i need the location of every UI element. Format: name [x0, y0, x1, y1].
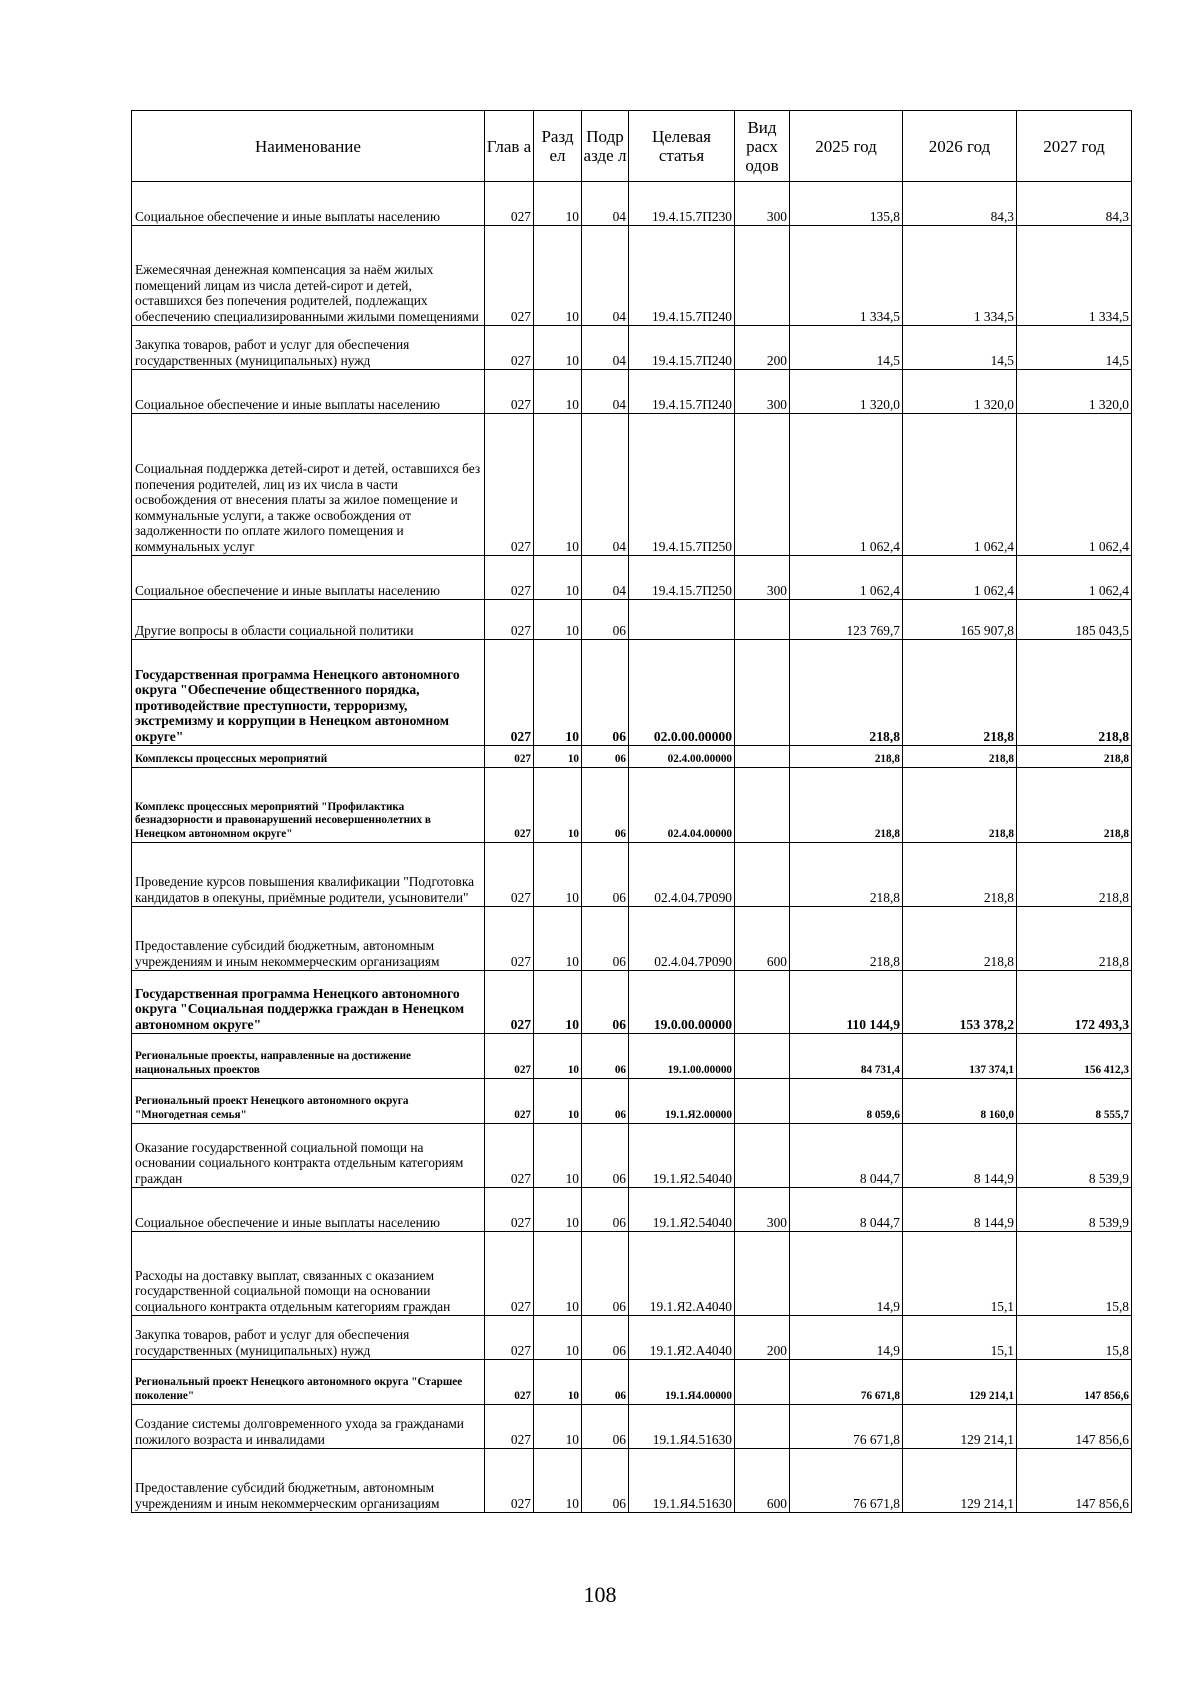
row-target: 19.1.Я2.А4040 — [629, 1232, 735, 1316]
table-row — [132, 556, 1132, 600]
row-value-2027: 218,8 — [1017, 843, 1132, 907]
row-type — [735, 768, 790, 843]
row-value-2027: 1 062,4 — [1017, 414, 1132, 556]
row-target: 19.4.15.7П250 — [629, 556, 735, 600]
table-row — [132, 1316, 1132, 1360]
row-name: Социальное обеспечение и иные выплаты населению — [132, 1188, 485, 1232]
row-chapter: 027 — [485, 1360, 534, 1405]
row-target: 19.4.15.7П230 — [629, 182, 735, 226]
row-subsection: 06 — [582, 1188, 629, 1232]
row-value-2027: 8 539,9 — [1017, 1124, 1132, 1188]
row-section: 10 — [534, 1449, 582, 1513]
row-value-2026: 218,8 — [903, 640, 1017, 746]
header-target: Целевая статья — [629, 111, 735, 182]
table-row — [132, 226, 1132, 326]
row-value-2025: 84 731,4 — [790, 1034, 903, 1079]
row-subsection: 06 — [582, 1360, 629, 1405]
row-chapter: 027 — [485, 971, 534, 1034]
row-value-2026: 165 907,8 — [903, 600, 1017, 640]
row-subsection: 06 — [582, 1449, 629, 1513]
row-chapter: 027 — [485, 1232, 534, 1316]
row-subsection: 06 — [582, 971, 629, 1034]
row-type — [735, 843, 790, 907]
row-type: 600 — [735, 907, 790, 971]
row-value-2026: 8 144,9 — [903, 1188, 1017, 1232]
row-type: 300 — [735, 556, 790, 600]
row-value-2025: 14,9 — [790, 1232, 903, 1316]
header-type: Вид расх одов — [735, 111, 790, 182]
row-section: 10 — [534, 843, 582, 907]
row-value-2025: 8 044,7 — [790, 1188, 903, 1232]
row-value-2025: 218,8 — [790, 907, 903, 971]
row-section: 10 — [534, 600, 582, 640]
row-section: 10 — [534, 414, 582, 556]
row-section: 10 — [534, 907, 582, 971]
row-value-2027: 172 493,3 — [1017, 971, 1132, 1034]
row-value-2027: 156 412,3 — [1017, 1034, 1132, 1079]
row-value-2026: 153 378,2 — [903, 971, 1017, 1034]
row-subsection: 06 — [582, 907, 629, 971]
budget-table — [131, 110, 1132, 1513]
row-type: 600 — [735, 1449, 790, 1513]
row-value-2027: 218,8 — [1017, 746, 1132, 768]
row-name: Социальная поддержка детей-сирот и детей, оставшихся без попечения родителей, лиц из их числа в части освобождения от внесения платы за жилое помещение и коммунальные услуги, а также освобождения от задолженности по оплате жилого помещения и коммунальных услуг — [132, 414, 485, 556]
row-value-2026: 218,8 — [903, 907, 1017, 971]
row-value-2025: 110 144,9 — [790, 971, 903, 1034]
row-chapter: 027 — [485, 1449, 534, 1513]
row-type: 200 — [735, 326, 790, 370]
row-name: Закупка товаров, работ и услуг для обеспечения государственных (муниципальных) нужд — [132, 1316, 485, 1360]
row-value-2026: 218,8 — [903, 746, 1017, 768]
row-type — [735, 414, 790, 556]
row-target: 02.4.04.00000 — [629, 768, 735, 843]
row-name: Оказание государственной социальной помощи на основании социального контракта отдельным категориям граждан — [132, 1124, 485, 1188]
row-name: Региональный проект Ненецкого автономного округа "Старшее поколение" — [132, 1360, 485, 1405]
row-name: Государственная программа Ненецкого автономного округа "Социальная поддержка граждан в Ненецком автономном округе" — [132, 971, 485, 1034]
header-2027: 2027 год — [1017, 111, 1132, 182]
row-chapter: 027 — [485, 907, 534, 971]
row-value-2026: 1 334,5 — [903, 226, 1017, 326]
row-type: 300 — [735, 370, 790, 414]
row-value-2025: 76 671,8 — [790, 1405, 903, 1449]
row-chapter: 027 — [485, 1316, 534, 1360]
row-chapter: 027 — [485, 746, 534, 768]
row-section: 10 — [534, 1405, 582, 1449]
table-row — [132, 843, 1132, 907]
row-type — [735, 1232, 790, 1316]
table-row — [132, 1079, 1132, 1124]
row-subsection: 04 — [582, 226, 629, 326]
row-value-2026: 1 062,4 — [903, 556, 1017, 600]
row-chapter: 027 — [485, 414, 534, 556]
row-type — [735, 226, 790, 326]
table-row — [132, 1360, 1132, 1405]
row-subsection: 06 — [582, 746, 629, 768]
row-value-2026: 15,1 — [903, 1316, 1017, 1360]
row-section: 10 — [534, 768, 582, 843]
row-value-2025: 14,5 — [790, 326, 903, 370]
row-subsection: 04 — [582, 326, 629, 370]
row-subsection: 06 — [582, 1405, 629, 1449]
row-value-2026: 84,3 — [903, 182, 1017, 226]
row-target: 19.1.Я4.00000 — [629, 1360, 735, 1405]
row-chapter: 027 — [485, 1188, 534, 1232]
row-target — [629, 600, 735, 640]
row-value-2026: 129 214,1 — [903, 1449, 1017, 1513]
row-value-2026: 218,8 — [903, 843, 1017, 907]
row-type — [735, 1124, 790, 1188]
row-chapter: 027 — [485, 1124, 534, 1188]
row-value-2026: 8 144,9 — [903, 1124, 1017, 1188]
row-value-2027: 218,8 — [1017, 768, 1132, 843]
row-value-2025: 14,9 — [790, 1316, 903, 1360]
row-target: 19.1.Я2.А4040 — [629, 1316, 735, 1360]
row-type: 300 — [735, 182, 790, 226]
row-section: 10 — [534, 226, 582, 326]
row-subsection: 06 — [582, 1124, 629, 1188]
row-type — [735, 1034, 790, 1079]
row-value-2025: 135,8 — [790, 182, 903, 226]
row-target: 19.1.Я2.00000 — [629, 1079, 735, 1124]
row-section: 10 — [534, 326, 582, 370]
row-subsection: 06 — [582, 768, 629, 843]
row-chapter: 027 — [485, 1034, 534, 1079]
row-subsection: 04 — [582, 370, 629, 414]
row-type — [735, 640, 790, 746]
row-value-2027: 8 539,9 — [1017, 1188, 1132, 1232]
header-subsection: Подр азде л — [582, 111, 629, 182]
table-row — [132, 1232, 1132, 1316]
row-section: 10 — [534, 182, 582, 226]
header-2026: 2026 год — [903, 111, 1017, 182]
row-section: 10 — [534, 746, 582, 768]
row-name: Комплексы процессных мероприятий — [132, 746, 485, 768]
row-value-2025: 218,8 — [790, 640, 903, 746]
table-row — [132, 182, 1132, 226]
row-name: Расходы на доставку выплат, связанных с оказанием государственной социальной помощи на основании социального контракта отдельным категориям граждан — [132, 1232, 485, 1316]
row-value-2025: 1 062,4 — [790, 414, 903, 556]
row-name: Комплекс процессных мероприятий "Профилактика безнадзорности и правонарушений несовершеннолетних в Ненецком автономном округе" — [132, 768, 485, 843]
row-subsection: 04 — [582, 414, 629, 556]
row-subsection: 04 — [582, 556, 629, 600]
row-value-2027: 1 062,4 — [1017, 556, 1132, 600]
row-section: 10 — [534, 1079, 582, 1124]
row-value-2027: 147 856,6 — [1017, 1360, 1132, 1405]
row-value-2025: 218,8 — [790, 768, 903, 843]
row-value-2026: 8 160,0 — [903, 1079, 1017, 1124]
row-target: 19.1.Я2.54040 — [629, 1124, 735, 1188]
row-name: Социальное обеспечение и иные выплаты населению — [132, 556, 485, 600]
row-value-2025: 1 062,4 — [790, 556, 903, 600]
row-value-2026: 218,8 — [903, 768, 1017, 843]
row-section: 10 — [534, 971, 582, 1034]
row-subsection: 06 — [582, 843, 629, 907]
row-subsection: 06 — [582, 640, 629, 746]
row-type — [735, 1079, 790, 1124]
row-value-2027: 1 334,5 — [1017, 226, 1132, 326]
row-chapter: 027 — [485, 1405, 534, 1449]
row-value-2025: 218,8 — [790, 746, 903, 768]
row-type — [735, 600, 790, 640]
row-value-2025: 8 059,6 — [790, 1079, 903, 1124]
row-type — [735, 971, 790, 1034]
row-section: 10 — [534, 1034, 582, 1079]
row-value-2026: 14,5 — [903, 326, 1017, 370]
table-row — [132, 414, 1132, 556]
row-section: 10 — [534, 1232, 582, 1316]
table-row — [132, 1034, 1132, 1079]
row-chapter: 027 — [485, 182, 534, 226]
row-name: Социальное обеспечение и иные выплаты населению — [132, 370, 485, 414]
row-chapter: 027 — [485, 1079, 534, 1124]
row-name: Ежемесячная денежная компенсация за наём жилых помещений лицам из числа детей-сирот и детей, оставшихся без попечения родителей, подлежащих обеспечению специализированными жилыми помещениями — [132, 226, 485, 326]
table-row — [132, 1449, 1132, 1513]
row-value-2025: 123 769,7 — [790, 600, 903, 640]
row-target: 02.0.00.00000 — [629, 640, 735, 746]
row-section: 10 — [534, 1124, 582, 1188]
row-chapter: 027 — [485, 600, 534, 640]
table-row — [132, 600, 1132, 640]
row-name: Проведение курсов повышения квалификации "Подготовка кандидатов в опекуны, приёмные родители, усыновители" — [132, 843, 485, 907]
row-subsection: 06 — [582, 1316, 629, 1360]
header-2025: 2025 год — [790, 111, 903, 182]
row-target: 19.1.Я4.51630 — [629, 1405, 735, 1449]
row-value-2027: 185 043,5 — [1017, 600, 1132, 640]
row-target: 02.4.04.7Р090 — [629, 907, 735, 971]
row-section: 10 — [534, 1360, 582, 1405]
row-type — [735, 1360, 790, 1405]
row-target: 19.4.15.7П240 — [629, 370, 735, 414]
row-value-2026: 129 214,1 — [903, 1360, 1017, 1405]
table-row — [132, 1188, 1132, 1232]
row-value-2025: 1 320,0 — [790, 370, 903, 414]
row-value-2027: 147 856,6 — [1017, 1449, 1132, 1513]
row-subsection: 04 — [582, 182, 629, 226]
row-chapter: 027 — [485, 843, 534, 907]
row-chapter: 027 — [485, 768, 534, 843]
table-row — [132, 746, 1132, 768]
header-name: Наименование — [132, 111, 485, 182]
row-target: 19.0.00.00000 — [629, 971, 735, 1034]
row-chapter: 027 — [485, 226, 534, 326]
row-value-2026: 129 214,1 — [903, 1405, 1017, 1449]
table-row — [132, 1405, 1132, 1449]
row-value-2026: 1 320,0 — [903, 370, 1017, 414]
row-section: 10 — [534, 556, 582, 600]
row-subsection: 06 — [582, 1232, 629, 1316]
row-value-2025: 76 671,8 — [790, 1360, 903, 1405]
table-row — [132, 1124, 1132, 1188]
row-target: 19.1.00.00000 — [629, 1034, 735, 1079]
row-name: Предоставление субсидий бюджетным, автономным учреждениям и иным некоммерческим организациям — [132, 1449, 485, 1513]
row-target: 19.4.15.7П240 — [629, 226, 735, 326]
row-section: 10 — [534, 1316, 582, 1360]
row-section: 10 — [534, 640, 582, 746]
page-number: 108 — [583, 1582, 617, 1607]
row-chapter: 027 — [485, 370, 534, 414]
row-subsection: 06 — [582, 1034, 629, 1079]
row-name: Социальное обеспечение и иные выплаты населению — [132, 182, 485, 226]
table-row — [132, 370, 1132, 414]
row-value-2025: 76 671,8 — [790, 1449, 903, 1513]
row-section: 10 — [534, 1188, 582, 1232]
table-row — [132, 768, 1132, 843]
row-value-2027: 84,3 — [1017, 182, 1132, 226]
row-target: 19.4.15.7П250 — [629, 414, 735, 556]
row-type — [735, 746, 790, 768]
row-value-2027: 1 320,0 — [1017, 370, 1132, 414]
row-type — [735, 1405, 790, 1449]
header-row — [132, 111, 1132, 182]
row-target: 19.1.Я2.54040 — [629, 1188, 735, 1232]
row-value-2027: 8 555,7 — [1017, 1079, 1132, 1124]
row-value-2027: 218,8 — [1017, 907, 1132, 971]
row-subsection: 06 — [582, 600, 629, 640]
header-chapter: Глав а — [485, 111, 534, 182]
row-value-2025: 8 044,7 — [790, 1124, 903, 1188]
row-value-2027: 14,5 — [1017, 326, 1132, 370]
table-row — [132, 640, 1132, 746]
row-name: Закупка товаров, работ и услуг для обеспечения государственных (муниципальных) нужд — [132, 326, 485, 370]
row-type: 300 — [735, 1188, 790, 1232]
row-value-2026: 137 374,1 — [903, 1034, 1017, 1079]
row-value-2026: 15,1 — [903, 1232, 1017, 1316]
row-value-2027: 218,8 — [1017, 640, 1132, 746]
row-section: 10 — [534, 370, 582, 414]
row-chapter: 027 — [485, 326, 534, 370]
row-target: 19.4.15.7П240 — [629, 326, 735, 370]
row-value-2027: 15,8 — [1017, 1232, 1132, 1316]
row-name: Другие вопросы в области социальной политики — [132, 600, 485, 640]
row-chapter: 027 — [485, 556, 534, 600]
row-value-2026: 1 062,4 — [903, 414, 1017, 556]
row-value-2025: 1 334,5 — [790, 226, 903, 326]
row-name: Создание системы долговременного ухода за гражданами пожилого возраста и инвалидами — [132, 1405, 485, 1449]
table-row — [132, 907, 1132, 971]
row-target: 19.1.Я4.51630 — [629, 1449, 735, 1513]
row-value-2025: 218,8 — [790, 843, 903, 907]
row-target: 02.4.00.00000 — [629, 746, 735, 768]
row-value-2027: 15,8 — [1017, 1316, 1132, 1360]
table-row — [132, 971, 1132, 1034]
row-value-2027: 147 856,6 — [1017, 1405, 1132, 1449]
row-chapter: 027 — [485, 640, 534, 746]
row-name: Региональный проект Ненецкого автономного округа "Многодетная семья" — [132, 1079, 485, 1124]
row-target: 02.4.04.7Р090 — [629, 843, 735, 907]
header-section: Разд ел — [534, 111, 582, 182]
row-name: Государственная программа Ненецкого автономного округа "Обеспечение общественного порядка, противодействие преступности, терроризму, экстремизму и коррупции в Ненецком автономном округе" — [132, 640, 485, 746]
row-type: 200 — [735, 1316, 790, 1360]
row-name: Региональные проекты, направленные на достижение национальных проектов — [132, 1034, 485, 1079]
row-subsection: 06 — [582, 1079, 629, 1124]
table-row — [132, 326, 1132, 370]
row-name: Предоставление субсидий бюджетным, автономным учреждениям и иным некоммерческим организациям — [132, 907, 485, 971]
